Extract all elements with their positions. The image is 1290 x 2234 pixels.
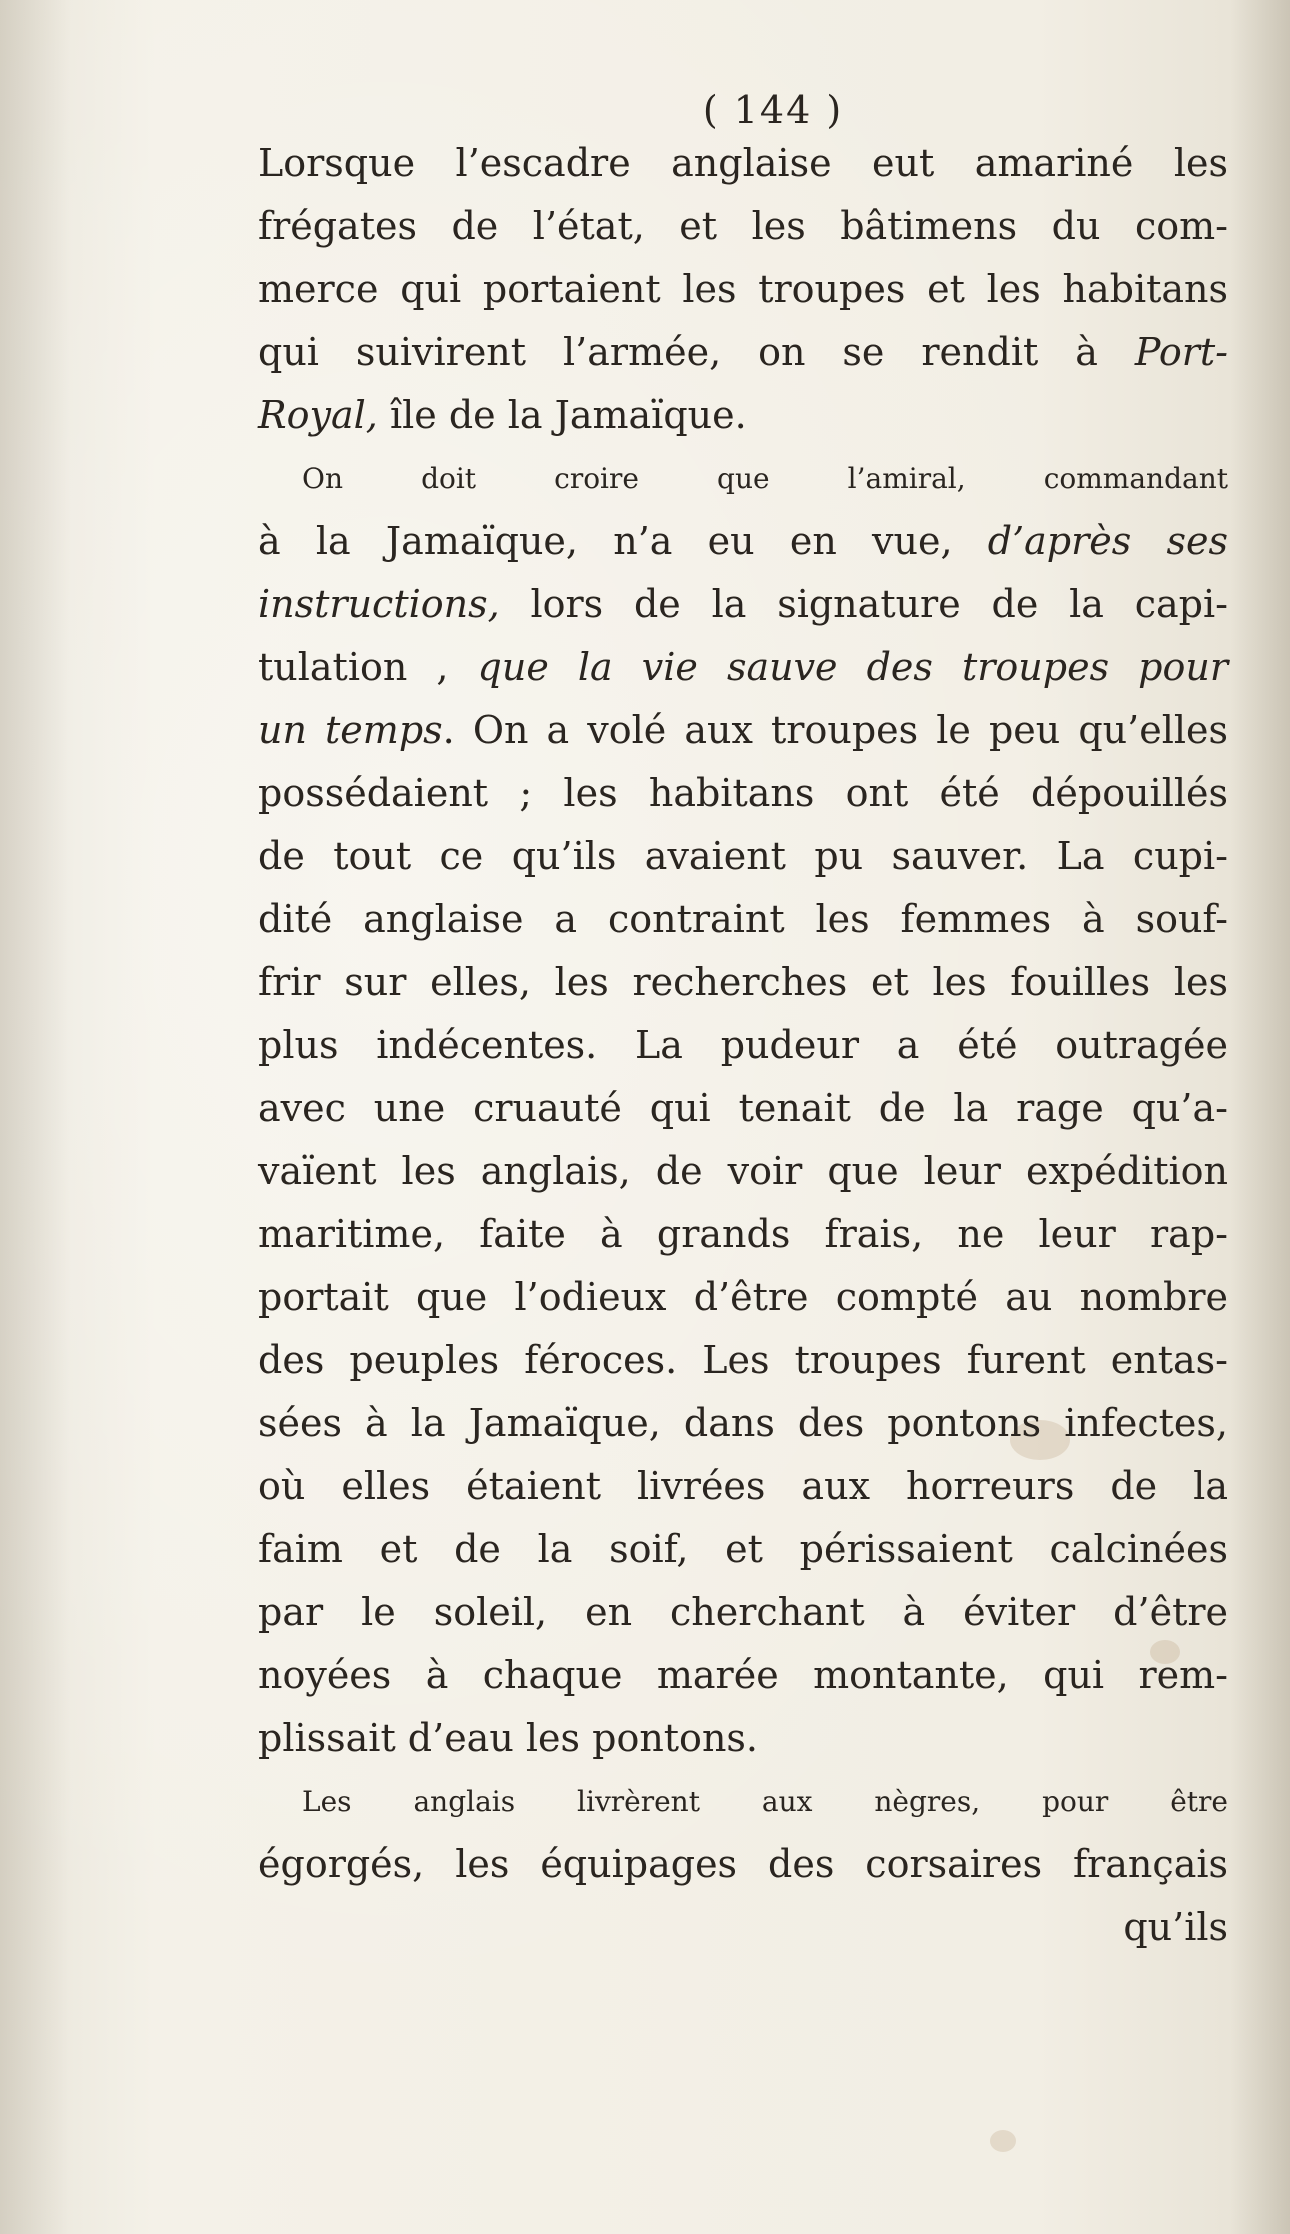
text-span: possédaient ; les habitans ont été dépouillés: [258, 771, 1228, 815]
text-span: faim et de la soif, et périssaient calcinées: [258, 1527, 1228, 1571]
text-span: dité anglaise a contraint les femmes à souf-: [258, 897, 1228, 941]
text-line: [258, 1329, 1228, 1392]
text-line: [258, 1014, 1228, 1077]
text-span: Les anglais livrèrent aux nègres, pour être: [302, 1785, 1228, 1818]
text-span: île de la Jamaïque.: [377, 393, 747, 437]
text-span: où elles étaient livrées aux horreurs de la: [258, 1464, 1228, 1508]
italic-text: un temps: [258, 708, 443, 752]
text-span: On doit croire que l’amiral, commandant: [302, 462, 1228, 495]
text-span: lors de la signature de la capi-: [499, 582, 1228, 626]
text-line: [258, 1203, 1228, 1266]
text-line: [258, 447, 1228, 510]
text-line: [258, 1518, 1228, 1581]
text-line: [258, 258, 1228, 321]
italic-text: d’après ses: [987, 519, 1228, 563]
italic-text: instructions,: [258, 582, 500, 626]
text-span: maritime, faite à grands frais, ne leur rap-: [258, 1212, 1228, 1256]
text-span: . On a volé aux troupes le peu qu’elles: [442, 708, 1229, 752]
italic-text: Port-: [1134, 330, 1228, 374]
text-span: qu’ils: [1123, 1905, 1228, 1949]
text-span: portait que l’odieux d’être compté au nombre: [258, 1275, 1228, 1319]
text-span: frir sur elles, les recherches et les fouilles les: [258, 960, 1228, 1004]
text-span: sées à la Jamaïque, dans des pontons infectes,: [258, 1401, 1228, 1445]
text-span: plissait d’eau les pontons.: [258, 1716, 758, 1760]
text-line: [258, 888, 1228, 951]
italic-text: Royal,: [258, 393, 378, 437]
text-line: [258, 1707, 1228, 1770]
page-gutter-shadow: [0, 0, 70, 2234]
page-number: ( 144 ): [702, 88, 844, 132]
text-span: égorgés, les équipages des corsaires français: [258, 1842, 1228, 1886]
text-line: [258, 195, 1228, 258]
page-edge-shadow: [1230, 0, 1290, 2234]
text-line: [258, 951, 1228, 1014]
text-line: [258, 1581, 1228, 1644]
text-line: [258, 1077, 1228, 1140]
italic-text: que la vie sauve des troupes pour: [477, 645, 1228, 689]
text-span: plus indécentes. La pudeur a été outragée: [258, 1023, 1228, 1067]
text-span: par le soleil, en cherchant à éviter d’être: [258, 1590, 1228, 1634]
body-text: [258, 132, 1228, 1959]
text-span: tulation ,: [258, 645, 478, 689]
text-line: [258, 321, 1228, 384]
text-span: noyées à chaque marée montante, qui rem-: [258, 1653, 1228, 1697]
text-line: [258, 762, 1228, 825]
text-line: [258, 573, 1228, 636]
text-line: [258, 510, 1228, 573]
text-span: merce qui portaient les troupes et les habitans: [258, 267, 1228, 311]
text-span: vaïent les anglais, de voir que leur expédition: [258, 1149, 1228, 1193]
text-line: [258, 1266, 1228, 1329]
text-span: Lorsque l’escadre anglaise eut amariné les: [258, 141, 1228, 185]
text-line: [258, 1833, 1228, 1896]
text-span: à la Jamaïque, n’a eu en vue,: [258, 519, 988, 563]
text-span: des peuples féroces. Les troupes furent entas-: [258, 1338, 1228, 1382]
text-span: avec une cruauté qui tenait de la rage qu’a-: [258, 1086, 1228, 1130]
text-line: [258, 1455, 1228, 1518]
text-line: [258, 699, 1228, 762]
text-span: qui suivirent l’armée, on se rendit à: [258, 330, 1135, 374]
text-span: de tout ce qu’ils avaient pu sauver. La cupi-: [258, 834, 1228, 878]
text-line: [258, 1644, 1228, 1707]
page-text: [258, 88, 1228, 1959]
text-line: [258, 1896, 1228, 1959]
text-span: frégates de l’état, et les bâtimens du com-: [258, 204, 1228, 248]
text-line: [258, 1770, 1228, 1833]
text-line: [258, 132, 1228, 195]
text-line: [258, 1392, 1228, 1455]
text-line: [258, 825, 1228, 888]
text-line: [258, 636, 1228, 699]
text-line: [258, 1140, 1228, 1203]
foxing-spot: [990, 2130, 1016, 2152]
text-line: [258, 384, 1228, 447]
